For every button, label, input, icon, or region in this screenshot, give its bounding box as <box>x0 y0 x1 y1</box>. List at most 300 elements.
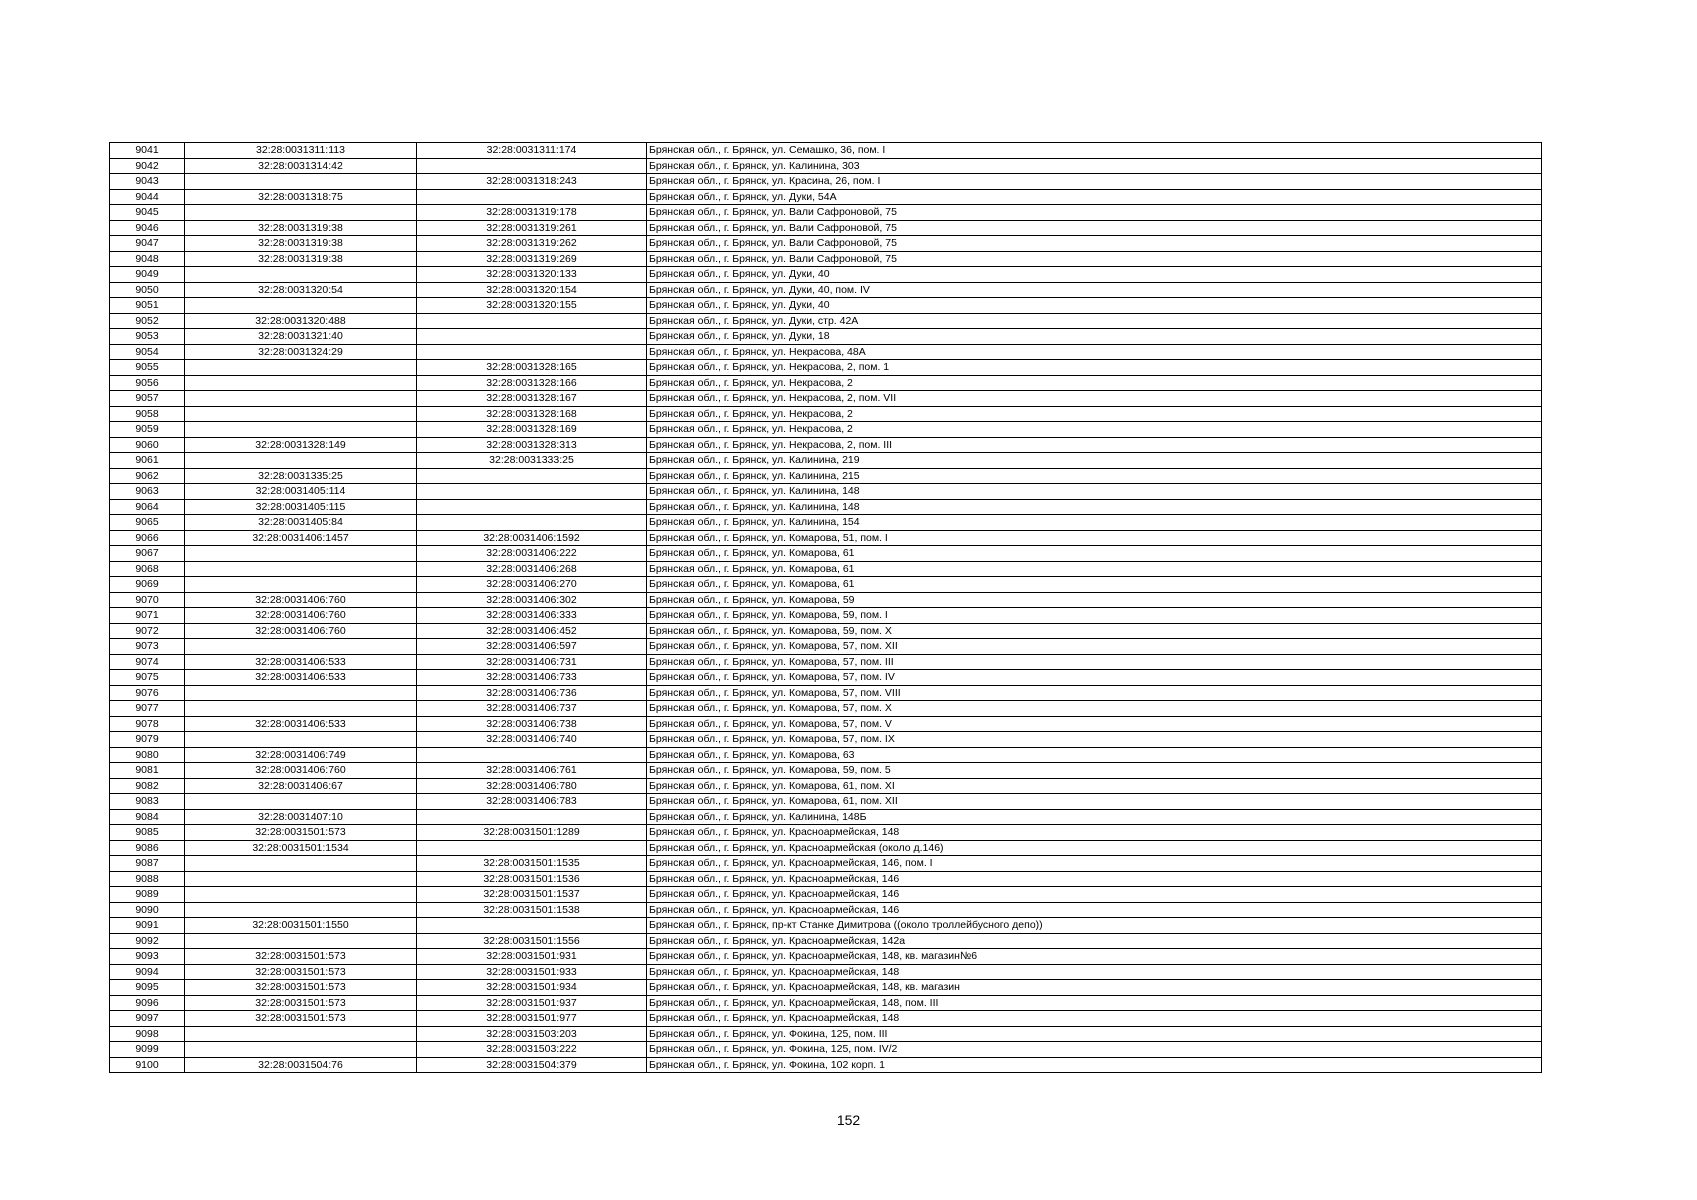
address-cell: Брянская обл., г. Брянск, ул. Вали Сафроновой, 75 <box>647 251 1542 267</box>
address-cell: Брянская обл., г. Брянск, ул. Некрасова, 2 <box>647 422 1542 438</box>
address-cell: Брянская обл., г. Брянск, ул. Комарова, 57, пом. XII <box>647 639 1542 655</box>
row-number-cell: 9075 <box>110 670 185 686</box>
object-cadastral-number-cell: 32:28:0031406:731 <box>417 654 647 670</box>
table-row <box>110 1057 1542 1073</box>
table-row <box>110 639 1542 655</box>
object-cadastral-number-cell: 32:28:0031504:379 <box>417 1057 647 1073</box>
object-cadastral-number-cell: 32:28:0031318:243 <box>417 174 647 190</box>
object-cadastral-number-cell: 32:28:0031501:934 <box>417 980 647 996</box>
address-cell: Брянская обл., г. Брянск, ул. Фокина, 125, пом. IV/2 <box>647 1042 1542 1058</box>
parcel-cadastral-number-cell: 32:28:0031406:760 <box>185 608 417 624</box>
address-cell: Брянская обл., г. Брянск, ул. Калинина, 154 <box>647 515 1542 531</box>
parcel-cadastral-number-cell: 32:28:0031318:75 <box>185 189 417 205</box>
row-number-cell: 9088 <box>110 871 185 887</box>
table-row <box>110 763 1542 779</box>
row-number-cell: 9081 <box>110 763 185 779</box>
parcel-cadastral-number-cell <box>185 174 417 190</box>
address-cell: Брянская обл., г. Брянск, ул. Калинина, 219 <box>647 453 1542 469</box>
table-row <box>110 499 1542 515</box>
parcel-cadastral-number-cell: 32:28:0031320:54 <box>185 282 417 298</box>
table-row <box>110 701 1542 717</box>
page-number: 152 <box>836 1112 861 1128</box>
table-row <box>110 313 1542 329</box>
address-cell: Брянская обл., г. Брянск, ул. Красноармейская, 146, пом. I <box>647 856 1542 872</box>
object-cadastral-number-cell <box>417 189 647 205</box>
table-row <box>110 732 1542 748</box>
object-cadastral-number-cell: 32:28:0031406:333 <box>417 608 647 624</box>
table-row <box>110 391 1542 407</box>
table-row <box>110 143 1542 159</box>
parcel-cadastral-number-cell: 32:28:0031501:573 <box>185 995 417 1011</box>
table-row <box>110 670 1542 686</box>
parcel-cadastral-number-cell: 32:28:0031406:67 <box>185 778 417 794</box>
object-cadastral-number-cell <box>417 809 647 825</box>
object-cadastral-number-cell: 32:28:0031406:737 <box>417 701 647 717</box>
object-cadastral-number-cell: 32:28:0031320:154 <box>417 282 647 298</box>
parcel-cadastral-number-cell <box>185 887 417 903</box>
table-row <box>110 360 1542 376</box>
row-number-cell: 9049 <box>110 267 185 283</box>
row-number-cell: 9067 <box>110 546 185 562</box>
address-cell: Брянская обл., г. Брянск, ул. Красноармейская, 148 <box>647 1011 1542 1027</box>
row-number-cell: 9047 <box>110 236 185 252</box>
object-cadastral-number-cell: 32:28:0031328:167 <box>417 391 647 407</box>
object-cadastral-number-cell: 32:28:0031319:178 <box>417 205 647 221</box>
parcel-cadastral-number-cell: 32:28:0031406:749 <box>185 747 417 763</box>
row-number-cell: 9074 <box>110 654 185 670</box>
table-row <box>110 561 1542 577</box>
row-number-cell: 9060 <box>110 437 185 453</box>
parcel-cadastral-number-cell <box>185 546 417 562</box>
address-cell: Брянская обл., г. Брянск, ул. Дуки, 54А <box>647 189 1542 205</box>
row-number-cell: 9050 <box>110 282 185 298</box>
address-cell: Брянская обл., г. Брянск, ул. Красноармейская, 148, кв. магазин <box>647 980 1542 996</box>
object-cadastral-number-cell: 32:28:0031501:977 <box>417 1011 647 1027</box>
object-cadastral-number-cell: 32:28:0031406:733 <box>417 670 647 686</box>
table-row <box>110 918 1542 934</box>
parcel-cadastral-number-cell: 32:28:0031320:488 <box>185 313 417 329</box>
address-cell: Брянская обл., г. Брянск, ул. Вали Сафроновой, 75 <box>647 205 1542 221</box>
row-number-cell: 9052 <box>110 313 185 329</box>
object-cadastral-number-cell: 32:28:0031501:937 <box>417 995 647 1011</box>
row-number-cell: 9053 <box>110 329 185 345</box>
address-cell: Брянская обл., г. Брянск, ул. Фокина, 125, пом. III <box>647 1026 1542 1042</box>
object-cadastral-number-cell: 32:28:0031406:738 <box>417 716 647 732</box>
parcel-cadastral-number-cell <box>185 375 417 391</box>
address-cell: Брянская обл., г. Брянск, ул. Комарова, 61 <box>647 546 1542 562</box>
object-cadastral-number-cell: 32:28:0031406:1592 <box>417 530 647 546</box>
row-number-cell: 9082 <box>110 778 185 794</box>
object-cadastral-number-cell: 32:28:0031406:222 <box>417 546 647 562</box>
address-cell: Брянская обл., г. Брянск, ул. Комарова, 57, пом. V <box>647 716 1542 732</box>
row-number-cell: 9068 <box>110 561 185 577</box>
row-number-cell: 9055 <box>110 360 185 376</box>
address-cell: Брянская обл., г. Брянск, ул. Комарова, 57, пом. VIII <box>647 685 1542 701</box>
parcel-cadastral-number-cell <box>185 701 417 717</box>
object-cadastral-number-cell: 32:28:0031319:262 <box>417 236 647 252</box>
table-row <box>110 189 1542 205</box>
address-cell: Брянская обл., г. Брянск, ул. Комарова, 57, пом. III <box>647 654 1542 670</box>
object-cadastral-number-cell: 32:28:0031333:25 <box>417 453 647 469</box>
address-cell: Брянская обл., г. Брянск, ул. Калинина, 148 <box>647 499 1542 515</box>
object-cadastral-number-cell: 32:28:0031406:597 <box>417 639 647 655</box>
row-number-cell: 9086 <box>110 840 185 856</box>
address-cell: Брянская обл., г. Брянск, ул. Красноармейская (около д.146) <box>647 840 1542 856</box>
row-number-cell: 9091 <box>110 918 185 934</box>
address-cell: Брянская обл., г. Брянск, ул. Комарова, 61 <box>647 577 1542 593</box>
row-number-cell: 9099 <box>110 1042 185 1058</box>
table-row <box>110 794 1542 810</box>
parcel-cadastral-number-cell <box>185 298 417 314</box>
row-number-cell: 9092 <box>110 933 185 949</box>
row-number-cell: 9064 <box>110 499 185 515</box>
address-cell: Брянская обл., г. Брянск, ул. Комарова, 57, пом. IV <box>647 670 1542 686</box>
object-cadastral-number-cell <box>417 515 647 531</box>
table-row <box>110 298 1542 314</box>
table-row <box>110 174 1542 190</box>
parcel-cadastral-number-cell: 32:28:0031405:84 <box>185 515 417 531</box>
object-cadastral-number-cell: 32:28:0031406:780 <box>417 778 647 794</box>
address-cell: Брянская обл., г. Брянск, ул. Красноармейская, 148, пом. III <box>647 995 1542 1011</box>
parcel-cadastral-number-cell: 32:28:0031405:114 <box>185 484 417 500</box>
parcel-cadastral-number-cell <box>185 391 417 407</box>
address-cell: Брянская обл., г. Брянск, ул. Некрасова, 2, пом. 1 <box>647 360 1542 376</box>
row-number-cell: 9061 <box>110 453 185 469</box>
registry-table-body <box>110 143 1542 1073</box>
object-cadastral-number-cell: 32:28:0031406:268 <box>417 561 647 577</box>
row-number-cell: 9041 <box>110 143 185 159</box>
parcel-cadastral-number-cell: 32:28:0031311:113 <box>185 143 417 159</box>
object-cadastral-number-cell: 32:28:0031328:313 <box>417 437 647 453</box>
row-number-cell: 9084 <box>110 809 185 825</box>
row-number-cell: 9079 <box>110 732 185 748</box>
object-cadastral-number-cell: 32:28:0031406:270 <box>417 577 647 593</box>
table-row <box>110 406 1542 422</box>
row-number-cell: 9044 <box>110 189 185 205</box>
table-row <box>110 964 1542 980</box>
object-cadastral-number-cell: 32:28:0031501:931 <box>417 949 647 965</box>
address-cell: Брянская обл., г. Брянск, ул. Калинина, 148 <box>647 484 1542 500</box>
row-number-cell: 9087 <box>110 856 185 872</box>
parcel-cadastral-number-cell: 32:28:0031314:42 <box>185 158 417 174</box>
object-cadastral-number-cell: 32:28:0031406:302 <box>417 592 647 608</box>
parcel-cadastral-number-cell: 32:28:0031501:1550 <box>185 918 417 934</box>
parcel-cadastral-number-cell <box>185 453 417 469</box>
table-row <box>110 995 1542 1011</box>
parcel-cadastral-number-cell: 32:28:0031406:760 <box>185 763 417 779</box>
table-row <box>110 220 1542 236</box>
address-cell: Брянская обл., г. Брянск, ул. Комарова, 61, пом. XII <box>647 794 1542 810</box>
parcel-cadastral-number-cell <box>185 1042 417 1058</box>
row-number-cell: 9096 <box>110 995 185 1011</box>
row-number-cell: 9065 <box>110 515 185 531</box>
object-cadastral-number-cell: 32:28:0031501:1537 <box>417 887 647 903</box>
object-cadastral-number-cell: 32:28:0031328:165 <box>417 360 647 376</box>
table-row <box>110 530 1542 546</box>
row-number-cell: 9062 <box>110 468 185 484</box>
row-number-cell: 9077 <box>110 701 185 717</box>
parcel-cadastral-number-cell <box>185 205 417 221</box>
parcel-cadastral-number-cell <box>185 1026 417 1042</box>
parcel-cadastral-number-cell <box>185 360 417 376</box>
object-cadastral-number-cell: 32:28:0031320:155 <box>417 298 647 314</box>
row-number-cell: 9063 <box>110 484 185 500</box>
row-number-cell: 9071 <box>110 608 185 624</box>
object-cadastral-number-cell: 32:28:0031328:166 <box>417 375 647 391</box>
table-row <box>110 1026 1542 1042</box>
row-number-cell: 9054 <box>110 344 185 360</box>
object-cadastral-number-cell: 32:28:0031319:261 <box>417 220 647 236</box>
address-cell: Брянская обл., г. Брянск, ул. Вали Сафроновой, 75 <box>647 236 1542 252</box>
object-cadastral-number-cell: 32:28:0031319:269 <box>417 251 647 267</box>
parcel-cadastral-number-cell: 32:28:0031501:1534 <box>185 840 417 856</box>
address-cell: Брянская обл., г. Брянск, ул. Калинина, 215 <box>647 468 1542 484</box>
object-cadastral-number-cell: 32:28:0031501:1536 <box>417 871 647 887</box>
row-number-cell: 9045 <box>110 205 185 221</box>
address-cell: Брянская обл., г. Брянск, ул. Комарова, 61 <box>647 561 1542 577</box>
row-number-cell: 9078 <box>110 716 185 732</box>
table-row <box>110 716 1542 732</box>
address-cell: Брянская обл., г. Брянск, ул. Красноармейская, 148, кв. магазин№6 <box>647 949 1542 965</box>
object-cadastral-number-cell <box>417 313 647 329</box>
object-cadastral-number-cell: 32:28:0031328:169 <box>417 422 647 438</box>
object-cadastral-number-cell: 32:28:0031501:1535 <box>417 856 647 872</box>
table-row <box>110 515 1542 531</box>
address-cell: Брянская обл., г. Брянск, ул. Калинина, 148Б <box>647 809 1542 825</box>
row-number-cell: 9056 <box>110 375 185 391</box>
row-number-cell: 9070 <box>110 592 185 608</box>
parcel-cadastral-number-cell: 32:28:0031406:1457 <box>185 530 417 546</box>
parcel-cadastral-number-cell: 32:28:0031406:760 <box>185 623 417 639</box>
address-cell: Брянская обл., г. Брянск, ул. Дуки, 40 <box>647 267 1542 283</box>
object-cadastral-number-cell: 32:28:0031406:740 <box>417 732 647 748</box>
address-cell: Брянская обл., г. Брянск, ул. Красноармейская, 142а <box>647 933 1542 949</box>
parcel-cadastral-number-cell: 32:28:0031319:38 <box>185 236 417 252</box>
object-cadastral-number-cell <box>417 499 647 515</box>
parcel-cadastral-number-cell: 32:28:0031504:76 <box>185 1057 417 1073</box>
parcel-cadastral-number-cell: 32:28:0031406:760 <box>185 592 417 608</box>
parcel-cadastral-number-cell: 32:28:0031501:573 <box>185 825 417 841</box>
object-cadastral-number-cell: 32:28:0031406:761 <box>417 763 647 779</box>
parcel-cadastral-number-cell: 32:28:0031406:533 <box>185 654 417 670</box>
parcel-cadastral-number-cell <box>185 685 417 701</box>
parcel-cadastral-number-cell <box>185 933 417 949</box>
address-cell: Брянская обл., г. Брянск, ул. Красноармейская, 148 <box>647 825 1542 841</box>
table-row <box>110 778 1542 794</box>
address-cell: Брянская обл., г. Брянск, ул. Красина, 26, пом. I <box>647 174 1542 190</box>
parcel-cadastral-number-cell: 32:28:0031501:573 <box>185 949 417 965</box>
object-cadastral-number-cell <box>417 344 647 360</box>
table-row <box>110 902 1542 918</box>
address-cell: Брянская обл., г. Брянск, ул. Комарова, 61, пом. XI <box>647 778 1542 794</box>
address-cell: Брянская обл., г. Брянск, ул. Комарова, 59, пом. I <box>647 608 1542 624</box>
row-number-cell: 9097 <box>110 1011 185 1027</box>
table-row <box>110 1011 1542 1027</box>
table-row <box>110 949 1542 965</box>
address-cell: Брянская обл., г. Брянск, ул. Комарова, 59, пом. X <box>647 623 1542 639</box>
table-row <box>110 825 1542 841</box>
table-row <box>110 282 1542 298</box>
table-row <box>110 158 1542 174</box>
address-cell: Брянская обл., г. Брянск, ул. Калинина, 303 <box>647 158 1542 174</box>
parcel-cadastral-number-cell: 32:28:0031319:38 <box>185 251 417 267</box>
row-number-cell: 9083 <box>110 794 185 810</box>
table-row <box>110 980 1542 996</box>
object-cadastral-number-cell <box>417 840 647 856</box>
address-cell: Брянская обл., г. Брянск, ул. Комарова, 63 <box>647 747 1542 763</box>
table-row <box>110 654 1542 670</box>
table-row <box>110 484 1542 500</box>
row-number-cell: 9090 <box>110 902 185 918</box>
address-cell: Брянская обл., г. Брянск, пр-кт Станке Димитрова ((около троллейбусного депо)) <box>647 918 1542 934</box>
row-number-cell: 9100 <box>110 1057 185 1073</box>
object-cadastral-number-cell: 32:28:0031501:1538 <box>417 902 647 918</box>
parcel-cadastral-number-cell <box>185 732 417 748</box>
row-number-cell: 9069 <box>110 577 185 593</box>
object-cadastral-number-cell: 32:28:0031406:452 <box>417 623 647 639</box>
table-row <box>110 422 1542 438</box>
object-cadastral-number-cell <box>417 918 647 934</box>
parcel-cadastral-number-cell <box>185 639 417 655</box>
row-number-cell: 9080 <box>110 747 185 763</box>
table-row <box>110 375 1542 391</box>
object-cadastral-number-cell: 32:28:0031320:133 <box>417 267 647 283</box>
parcel-cadastral-number-cell: 32:28:0031335:25 <box>185 468 417 484</box>
table-row <box>110 809 1542 825</box>
address-cell: Брянская обл., г. Брянск, ул. Комарова, 51, пом. I <box>647 530 1542 546</box>
table-row <box>110 267 1542 283</box>
object-cadastral-number-cell: 32:28:0031328:168 <box>417 406 647 422</box>
parcel-cadastral-number-cell <box>185 267 417 283</box>
row-number-cell: 9089 <box>110 887 185 903</box>
table-row <box>110 437 1542 453</box>
parcel-cadastral-number-cell: 32:28:0031406:533 <box>185 670 417 686</box>
address-cell: Брянская обл., г. Брянск, ул. Некрасова, 2, пом. VII <box>647 391 1542 407</box>
table-row <box>110 608 1542 624</box>
address-cell: Брянская обл., г. Брянск, ул. Красноармейская, 146 <box>647 887 1542 903</box>
parcel-cadastral-number-cell <box>185 406 417 422</box>
object-cadastral-number-cell <box>417 158 647 174</box>
parcel-cadastral-number-cell <box>185 794 417 810</box>
address-cell: Брянская обл., г. Брянск, ул. Некрасова, 2 <box>647 375 1542 391</box>
parcel-cadastral-number-cell: 32:28:0031406:533 <box>185 716 417 732</box>
address-cell: Брянская обл., г. Брянск, ул. Семашко, 36, пом. I <box>647 143 1542 159</box>
table-row <box>110 453 1542 469</box>
parcel-cadastral-number-cell: 32:28:0031324:29 <box>185 344 417 360</box>
table-row <box>110 236 1542 252</box>
parcel-cadastral-number-cell: 32:28:0031328:149 <box>185 437 417 453</box>
row-number-cell: 9059 <box>110 422 185 438</box>
table-row <box>110 933 1542 949</box>
table-row <box>110 344 1542 360</box>
table-row <box>110 871 1542 887</box>
parcel-cadastral-number-cell <box>185 561 417 577</box>
address-cell: Брянская обл., г. Брянск, ул. Дуки, стр. 42А <box>647 313 1542 329</box>
table-row <box>110 329 1542 345</box>
table-row <box>110 577 1542 593</box>
parcel-cadastral-number-cell: 32:28:0031405:115 <box>185 499 417 515</box>
address-cell: Брянская обл., г. Брянск, ул. Красноармейская, 146 <box>647 871 1542 887</box>
row-number-cell: 9046 <box>110 220 185 236</box>
row-number-cell: 9043 <box>110 174 185 190</box>
row-number-cell: 9042 <box>110 158 185 174</box>
row-number-cell: 9094 <box>110 964 185 980</box>
address-cell: Брянская обл., г. Брянск, ул. Красноармейская, 146 <box>647 902 1542 918</box>
address-cell: Брянская обл., г. Брянск, ул. Некрасова, 2 <box>647 406 1542 422</box>
row-number-cell: 9058 <box>110 406 185 422</box>
table-row <box>110 546 1542 562</box>
table-row <box>110 592 1542 608</box>
table-row <box>110 468 1542 484</box>
table-row <box>110 840 1542 856</box>
table-row <box>110 685 1542 701</box>
row-number-cell: 9085 <box>110 825 185 841</box>
object-cadastral-number-cell: 32:28:0031501:933 <box>417 964 647 980</box>
registry-table <box>109 142 1542 1073</box>
table-row <box>110 205 1542 221</box>
object-cadastral-number-cell <box>417 484 647 500</box>
object-cadastral-number-cell <box>417 329 647 345</box>
parcel-cadastral-number-cell <box>185 871 417 887</box>
address-cell: Брянская обл., г. Брянск, ул. Некрасова, 2, пом. III <box>647 437 1542 453</box>
address-cell: Брянская обл., г. Брянск, ул. Дуки, 18 <box>647 329 1542 345</box>
row-number-cell: 9076 <box>110 685 185 701</box>
parcel-cadastral-number-cell: 32:28:0031501:573 <box>185 980 417 996</box>
address-cell: Брянская обл., г. Брянск, ул. Некрасова, 48А <box>647 344 1542 360</box>
object-cadastral-number-cell: 32:28:0031501:1556 <box>417 933 647 949</box>
parcel-cadastral-number-cell <box>185 856 417 872</box>
table-row <box>110 887 1542 903</box>
parcel-cadastral-number-cell: 32:28:0031501:573 <box>185 1011 417 1027</box>
row-number-cell: 9073 <box>110 639 185 655</box>
row-number-cell: 9098 <box>110 1026 185 1042</box>
row-number-cell: 9051 <box>110 298 185 314</box>
address-cell: Брянская обл., г. Брянск, ул. Красноармейская, 148 <box>647 964 1542 980</box>
address-cell: Брянская обл., г. Брянск, ул. Комарова, 59, пом. 5 <box>647 763 1542 779</box>
row-number-cell: 9093 <box>110 949 185 965</box>
object-cadastral-number-cell: 32:28:0031406:783 <box>417 794 647 810</box>
object-cadastral-number-cell: 32:28:0031501:1289 <box>417 825 647 841</box>
row-number-cell: 9095 <box>110 980 185 996</box>
object-cadastral-number-cell: 32:28:0031406:736 <box>417 685 647 701</box>
table-row <box>110 251 1542 267</box>
parcel-cadastral-number-cell <box>185 577 417 593</box>
row-number-cell: 9048 <box>110 251 185 267</box>
parcel-cadastral-number-cell: 32:28:0031319:38 <box>185 220 417 236</box>
address-cell: Брянская обл., г. Брянск, ул. Комарова, 59 <box>647 592 1542 608</box>
table-row <box>110 747 1542 763</box>
parcel-cadastral-number-cell: 32:28:0031407:10 <box>185 809 417 825</box>
address-cell: Брянская обл., г. Брянск, ул. Дуки, 40 <box>647 298 1542 314</box>
table-row <box>110 623 1542 639</box>
address-cell: Брянская обл., г. Брянск, ул. Вали Сафроновой, 75 <box>647 220 1542 236</box>
table-row <box>110 1042 1542 1058</box>
address-cell: Брянская обл., г. Брянск, ул. Комарова, 57, пом. X <box>647 701 1542 717</box>
object-cadastral-number-cell: 32:28:0031503:222 <box>417 1042 647 1058</box>
parcel-cadastral-number-cell <box>185 422 417 438</box>
row-number-cell: 9072 <box>110 623 185 639</box>
parcel-cadastral-number-cell: 32:28:0031321:40 <box>185 329 417 345</box>
parcel-cadastral-number-cell: 32:28:0031501:573 <box>185 964 417 980</box>
object-cadastral-number-cell: 32:28:0031311:174 <box>417 143 647 159</box>
table-row <box>110 856 1542 872</box>
object-cadastral-number-cell <box>417 747 647 763</box>
address-cell: Брянская обл., г. Брянск, ул. Комарова, 57, пом. IX <box>647 732 1542 748</box>
parcel-cadastral-number-cell <box>185 902 417 918</box>
row-number-cell: 9066 <box>110 530 185 546</box>
address-cell: Брянская обл., г. Брянск, ул. Дуки, 40, пом. IV <box>647 282 1542 298</box>
row-number-cell: 9057 <box>110 391 185 407</box>
